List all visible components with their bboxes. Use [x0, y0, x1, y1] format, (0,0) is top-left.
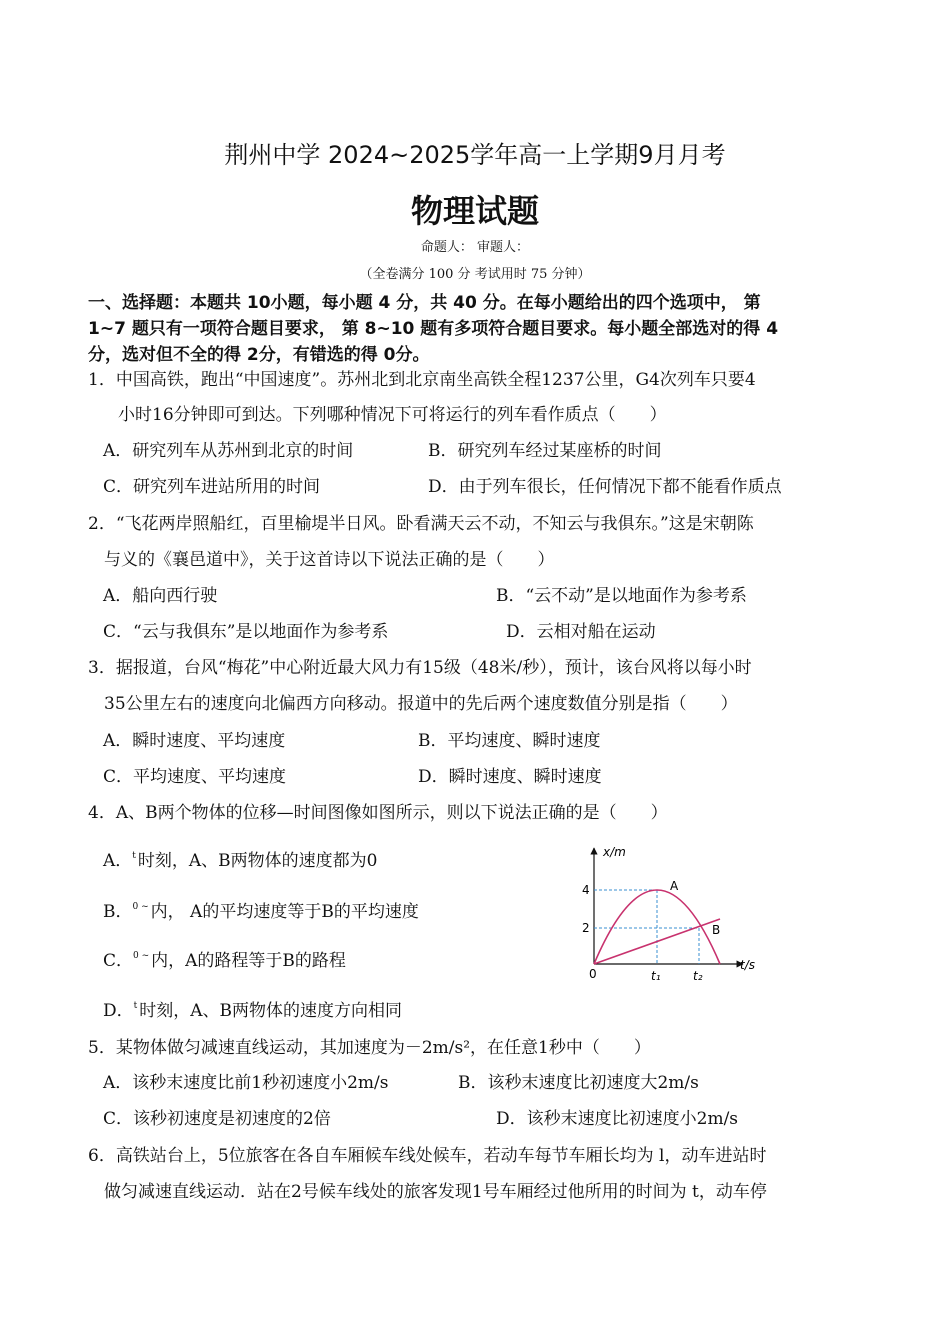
- option-text: 时刻，A、B两物体的速度都为0: [137, 851, 378, 871]
- x-axis-label: t/s: [740, 958, 755, 972]
- subject-title: 物理试题: [410, 192, 539, 230]
- question-1-stem-cont: 小时16分钟即可到达。下列哪种情况下可将运行的列车看作质点（ ）: [118, 405, 667, 425]
- question-4-stem: 4．A、B两个物体的位移—时间图像如图所示，则以下说法正确的是（ ）: [88, 803, 668, 823]
- option-label: A．: [103, 851, 133, 871]
- question-5-option-b: B．该秒末速度比初速度大2m/s: [458, 1073, 699, 1093]
- question-4-option-c: [103, 950, 346, 975]
- question-3-stem-cont: 35公里左右的速度向北偏西方向移动。报道中的先后两个速度数值分别是指（ ）: [104, 694, 738, 714]
- question-4-option-b: [103, 901, 419, 926]
- question-2-stem: 2．“飞花两岸照船红，百里榆堤半日风。卧看满天云不动，不知云与我俱东。”这是宋朝陈: [88, 514, 754, 534]
- question-1-stem: 1．中国高铁，跑出“中国速度”。苏州北到北京南坐高铁全程1237公里，G4次列车只要4: [88, 370, 756, 390]
- question-1-option-d: D．由于列车很长，任何情况下都不能看作质点: [428, 477, 782, 497]
- missing-formula-mark: 0 ~: [133, 951, 150, 961]
- question-3-option-a: A．瞬时速度、平均速度: [103, 731, 286, 751]
- question-1-option-c: C．研究列车进站所用的时间: [103, 477, 321, 497]
- missing-formula-mark: t: [132, 851, 136, 861]
- xt-graph: [575, 842, 770, 992]
- section-instructions-1: 一、选择题：本题共 10小题，每小题 4 分，共 40 分。在每小题给出的四个选项中， 第: [88, 293, 761, 313]
- question-2-option-d: D．云相对船在运动: [506, 622, 656, 642]
- question-2-option-a: A．船向西行驶: [103, 586, 218, 606]
- exam-info: （全卷满分 100 分 考试用时 75 分钟）: [359, 267, 591, 282]
- question-5-option-a: A．该秒末速度比前1秒初速度小2m/s: [103, 1073, 389, 1093]
- x-tick-t2: t₂: [693, 969, 703, 983]
- question-3-option-d: D．瞬时速度、瞬时速度: [418, 767, 602, 787]
- question-2-option-b: B．“云不动”是以地面作为参考系: [496, 586, 747, 606]
- section-instructions-3: 分，选对但不全的得 2分，有错选的得 0分。: [88, 345, 430, 365]
- option-label: C．: [103, 951, 134, 971]
- question-5-stem: 5．某物体做匀减速直线运动，其加速度为－2m/s²，在任意1秒中（ ）: [88, 1038, 651, 1058]
- question-3-option-b: B．平均速度、瞬时速度: [418, 731, 601, 751]
- option-text: 内，A的路程等于B的路程: [151, 951, 346, 971]
- authors-line: 命题人： 审题人：: [420, 240, 530, 255]
- series-b-label: B: [712, 923, 721, 937]
- question-1-option-b: B．研究列车经过某座桥的时间: [428, 441, 662, 461]
- question-6-stem-cont: 做匀减速直线运动．站在2号候车线处的旅客发现1号车厢经过他所用的时间为 t，动车停: [104, 1182, 767, 1202]
- section-instructions-2: 1~7 题只有一项符合题目要求， 第 8~10 题有多项符合题目要求。每小题全部选对的得 4: [88, 319, 779, 339]
- missing-formula-mark: t: [133, 1001, 138, 1011]
- exam-title: 荆州中学 2024~2025学年高一上学期9月月考: [224, 141, 726, 169]
- question-2-option-c: C．“云与我俱东”是以地面作为参考系: [103, 622, 389, 642]
- y-axis-label: x/m: [603, 845, 626, 859]
- question-2-stem-cont: 与义的《襄邑道中》，关于这首诗以下说法正确的是（ ）: [104, 550, 555, 570]
- missing-formula-mark: 0 ~: [132, 902, 149, 912]
- series-a-label: A: [670, 879, 679, 893]
- question-5-option-c: C．该秒初速度是初速度的2倍: [103, 1109, 331, 1129]
- y-tick-4: 4: [582, 883, 590, 897]
- option-label: D．: [103, 1001, 134, 1021]
- option-label: B．: [103, 902, 133, 922]
- question-3-option-c: C．平均速度、平均速度: [103, 767, 287, 787]
- question-3-stem: 3．据报道，台风“梅花”中心附近最大风力有15级（48米/秒），预计，该台风将以每小时: [88, 658, 752, 678]
- question-4-option-d: [103, 1000, 402, 1025]
- question-4-option-a: [103, 850, 378, 875]
- question-5-option-d: D．该秒末速度比初速度小2m/s: [496, 1109, 739, 1129]
- question-1-option-a: A．研究列车从苏州到北京的时间: [103, 441, 354, 461]
- option-text: 内， A的平均速度等于B的平均速度: [150, 902, 419, 922]
- origin-label: 0: [589, 967, 597, 981]
- option-text: 时刻，A、B两物体的速度方向相同: [139, 1001, 403, 1021]
- x-tick-t1: t₁: [651, 969, 661, 983]
- question-6-stem: 6．高铁站台上，5位旅客在各自车厢候车线处候车，若动车每节车厢长均为 l，动车进站时: [88, 1146, 767, 1166]
- y-tick-2: 2: [582, 921, 590, 935]
